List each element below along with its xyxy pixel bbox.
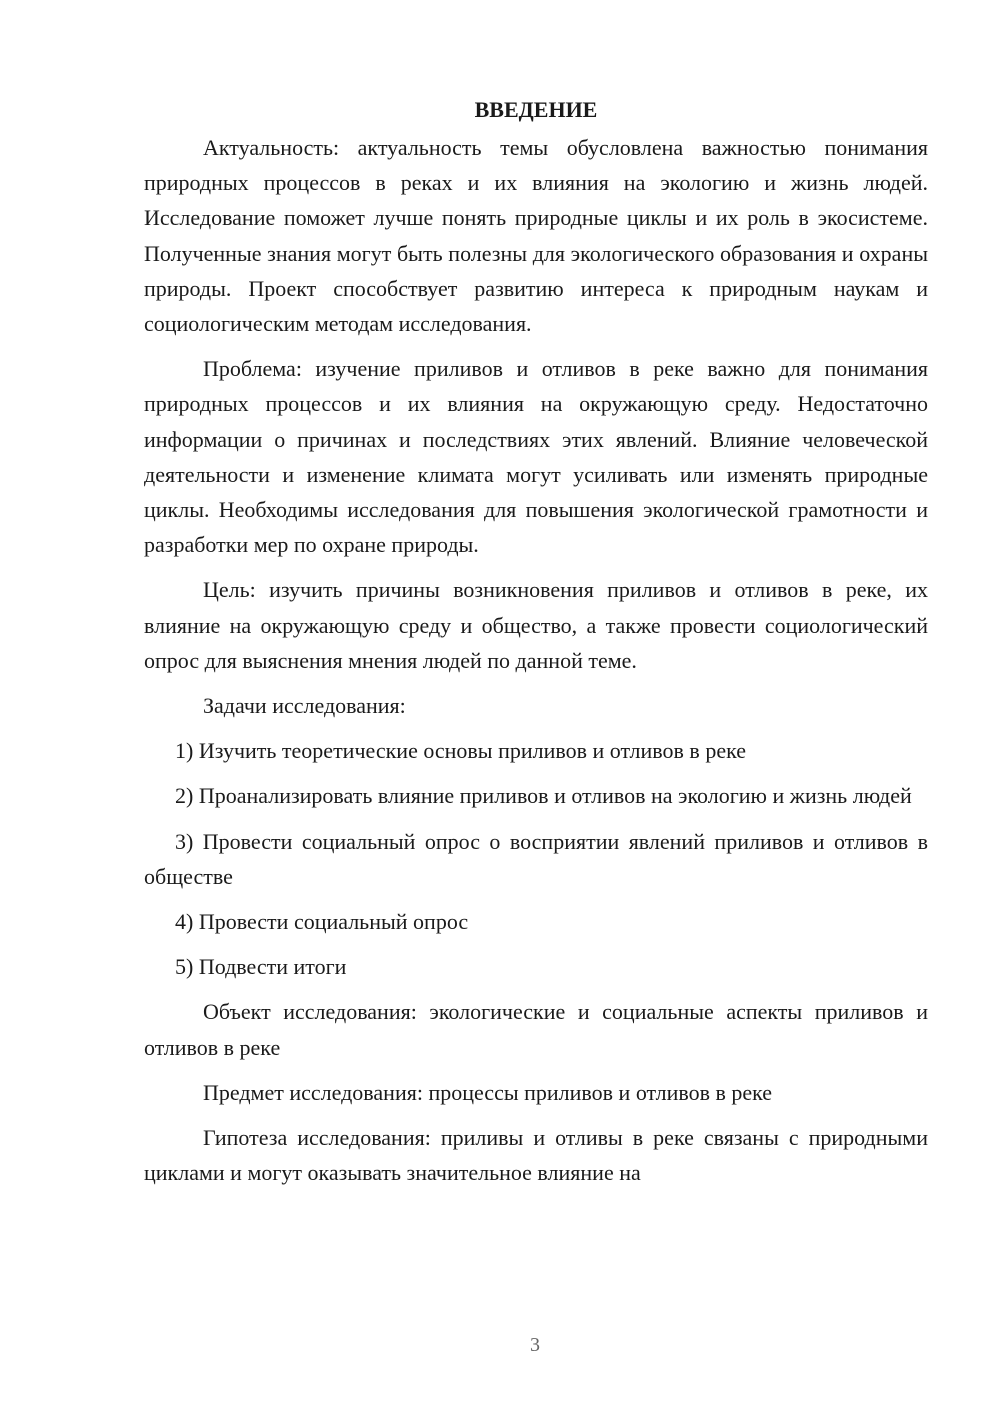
paragraph-subject: Предмет исследования: процессы приливов и отливов в реке — [203, 1079, 773, 1105]
document-page — [144, 92, 928, 1190]
paragraph-relevance: Актуальность: актуальность темы обусловлена важностью понимания природных процессов в реках и их влияния на экологию и жизнь людей. Исследование поможет лучше понять природные циклы и их роль в экосистеме. Полученные знания могут быть полезны для экологического образования и охраны природы. Проект способствует развитию интереса к природным наукам и социологическим методам исследования. — [144, 135, 928, 337]
section-title: ВВЕДЕНИЕ — [474, 97, 598, 122]
page-number: 3 — [530, 1334, 540, 1356]
paragraph-hypothesis: Гипотеза исследования: приливы и отливы в реке связаны с природными циклами и могут оказывать значительное влияние на — [144, 1125, 928, 1186]
list-item-task-5: 5) Подвести итоги — [175, 954, 347, 980]
paragraph-object: Объект исследования: экологические и социальные аспекты приливов и отливов в реке — [144, 999, 928, 1060]
list-item-task-1: 1) Изучить теоретические основы приливов и отливов в реке — [175, 738, 746, 764]
list-item-task-3: 3) Провести социальный опрос о восприятии явлений приливов и отливов в обществе — [144, 828, 928, 889]
paragraph-goal: Цель: изучить причины возникновения приливов и отливов в реке, их влияние на окружающую среду и общество, а также провести социологический опрос для выяснения мнения людей по данной теме. — [144, 577, 928, 673]
list-item-task-2: 2) Проанализировать влияние приливов и отливов на экологию и жизнь людей — [175, 783, 912, 809]
paragraph-tasks-heading: Задачи исследования: — [203, 693, 406, 719]
list-item-task-4: 4) Провести социальный опрос — [175, 909, 469, 935]
paragraph-problem: Проблема: изучение приливов и отливов в реке важно для понимания природных процессов и их влияния на окружающую среду. Недостаточно информации о причинах и последствиях этих явлений. Влияние человеческой деятельности и изменение климата могут усиливать или изменять природные циклы. Необходимы исследования для повышения экологической грамотности и разработки мер по охране природы. — [144, 356, 928, 558]
